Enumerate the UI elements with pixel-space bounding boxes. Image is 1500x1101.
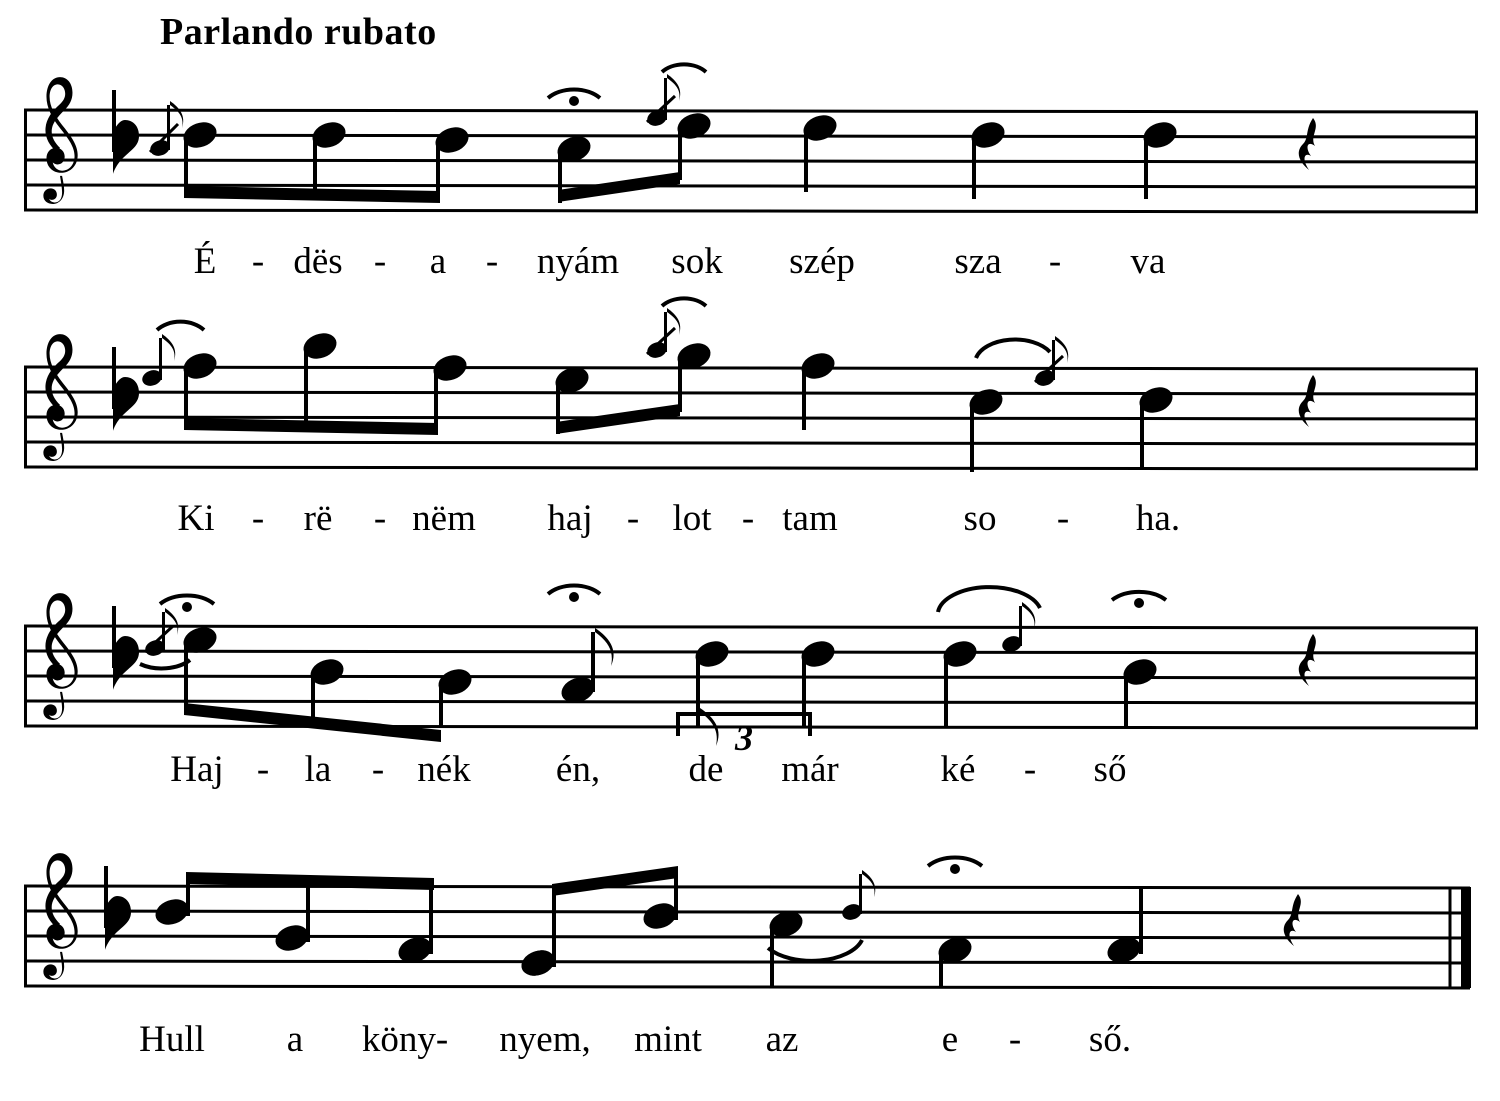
- lyric-syllable: de: [688, 749, 724, 790]
- lyric-syllable: -: [373, 498, 387, 539]
- lyric-syllable: -: [1056, 498, 1070, 539]
- lyric-syllable: sok: [671, 241, 723, 282]
- lyric-syllable: már: [781, 749, 839, 790]
- lyric-syllable: köny-: [361, 1019, 449, 1060]
- lyric-syllable: dës: [293, 241, 343, 282]
- note-group: [940, 592, 1166, 728]
- lyric-syllable: nëm: [412, 498, 476, 539]
- lyric-syllable: a: [286, 1019, 304, 1060]
- lyric-syllable: ső: [1093, 749, 1127, 790]
- lyric-syllable: É: [193, 241, 217, 282]
- note-group: [552, 298, 714, 434]
- lyric-syllable: e: [941, 1019, 959, 1060]
- lyric-syllable: -: [1048, 241, 1062, 282]
- lyric-syllable: va: [1130, 241, 1166, 282]
- note-group: [766, 858, 1144, 988]
- lyric-syllable: -: [485, 241, 499, 282]
- note-group: [554, 64, 714, 203]
- lyric-syllable: ké: [940, 749, 976, 790]
- lyric-syllable: -: [741, 498, 755, 539]
- lyric-syllable: -: [1023, 749, 1037, 790]
- lyric-syllable: a: [429, 241, 447, 282]
- lyric-syllable: nyem,: [499, 1019, 591, 1060]
- lyric-syllable: -: [626, 498, 640, 539]
- lyric-syllable: Hull: [139, 1019, 205, 1060]
- note-group: [558, 628, 614, 707]
- lyric-syllable: -: [1008, 1019, 1022, 1060]
- note-group: [180, 329, 470, 435]
- lyric-syllable: nyám: [536, 241, 620, 282]
- lyric-syllable: la: [304, 749, 332, 790]
- triplet-group: [678, 637, 838, 758]
- note-group: [180, 623, 475, 742]
- lyric-syllable: ha.: [1135, 498, 1181, 539]
- tempo-marking: Parlando rubato: [160, 11, 437, 53]
- lyric-syllable: -: [251, 241, 265, 282]
- lyric-syllable: -: [256, 749, 270, 790]
- note-group: [152, 872, 558, 980]
- lyric-syllable: nék: [417, 749, 471, 790]
- lyric-syllable: Haj: [170, 749, 224, 790]
- lyric-syllable: sza: [954, 241, 1002, 282]
- lyric-syllable: ső.: [1088, 1019, 1132, 1060]
- staff-system-3: [24, 585, 1478, 758]
- lyric-syllable: haj: [547, 498, 593, 539]
- slur: [938, 587, 1040, 612]
- note-group: [798, 336, 1176, 472]
- lyric-syllable: -: [373, 241, 387, 282]
- lyric-syllable: so: [963, 498, 997, 539]
- staff-system-1: [24, 64, 1478, 212]
- grace-note: [140, 608, 190, 668]
- lyric-syllable: én,: [555, 749, 601, 790]
- staff-system-2: [24, 298, 1478, 472]
- staff-system-4: [24, 853, 1471, 988]
- lyric-syllable: lot: [672, 498, 712, 539]
- lyric-syllable: rë: [303, 498, 333, 539]
- lyric-syllable: -: [251, 498, 265, 539]
- lyric-syllable: Ki: [177, 498, 215, 539]
- lyric-syllable: mint: [634, 1019, 702, 1060]
- lyric-syllable: tam: [782, 498, 838, 539]
- lyric-syllable: -: [371, 749, 385, 790]
- lyric-syllable: szép: [789, 241, 855, 282]
- lyric-syllable: az: [765, 1019, 799, 1060]
- svg-text:3: 3: [735, 718, 753, 758]
